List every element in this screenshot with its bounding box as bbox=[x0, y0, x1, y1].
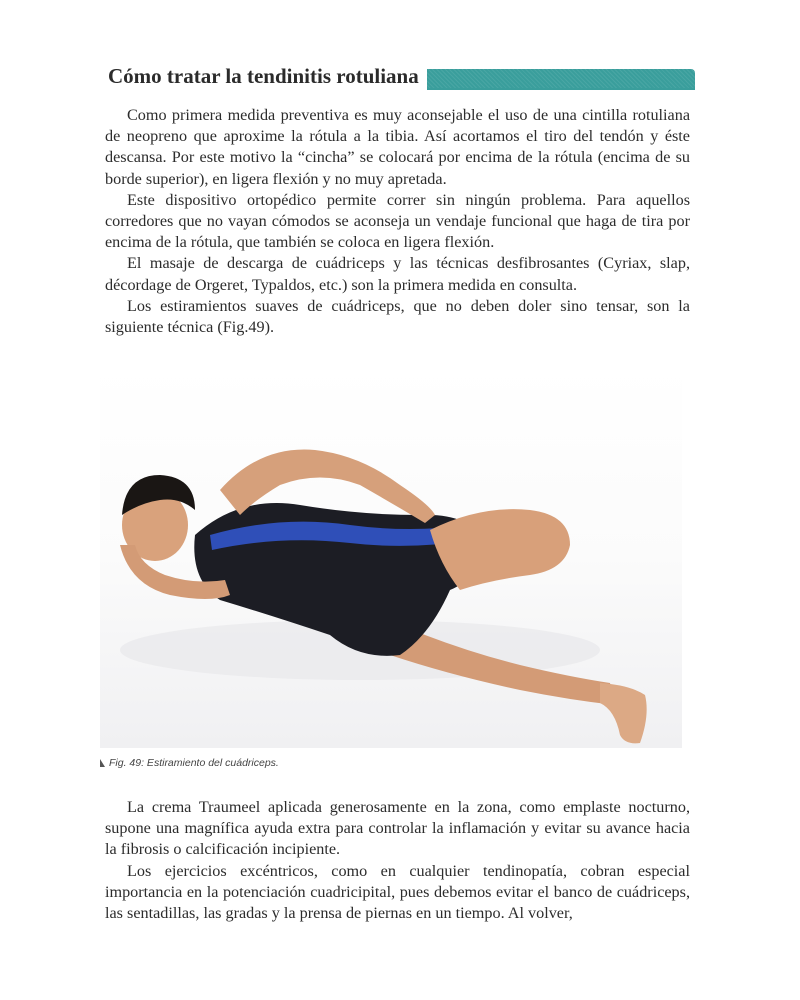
figure-caption bbox=[100, 757, 279, 769]
header-accent-bar bbox=[408, 69, 695, 88]
paragraph: Este dispositivo ortopédico permite correr sin ningún problema. Para aquellos corredores que no vayan cómodos se aconseja un vendaje funcional que haga de tira por encima de la rótula, que también se coloca en ligera flexión. bbox=[105, 190, 690, 252]
body-text-bottom bbox=[105, 797, 690, 924]
section-header bbox=[100, 62, 695, 92]
caption-marker-icon bbox=[100, 759, 105, 767]
section-title: Cómo tratar la tendinitis rotuliana bbox=[108, 62, 427, 90]
body-text-top bbox=[105, 105, 690, 338]
paragraph: El masaje de descarga de cuádriceps y las técnicas desfibrosantes (Cyriax, slap, décordage de Orgeret, Typaldos, etc.) son la primera medida en consulta. bbox=[105, 254, 690, 294]
paragraph: Los ejercicios excéntricos, como en cualquier tendinopatía, cobran especial importancia en la potenciación cuadricipital, pues debemos evitar el banco de cuádriceps, las sentadillas, las gradas y la prensa de piernas en un tiempo. Al volver, bbox=[105, 861, 690, 923]
paragraph: La crema Traumeel aplicada generosamente en la zona, como emplaste nocturno, supone una magnífica ayuda extra para controlar la inflamación y evitar su avance hacia la fibrosis o calcificación incipiente. bbox=[105, 798, 690, 859]
caption-text: Fig. 49: Estiramiento del cuádriceps. bbox=[109, 757, 279, 769]
paragraph: Los estiramientos suaves de cuádriceps, que no deben doler sino tensar, son la siguiente técnica (Fig.49). bbox=[105, 296, 690, 337]
figure-photo bbox=[100, 365, 682, 748]
stretching-man-illustration bbox=[100, 365, 682, 748]
paragraph: Como primera medida preventiva es muy aconsejable el uso de una cintilla rotuliana de neopreno que aproxime la rótula a la tibia. Así acortamos el tiro del tendón y éste descansa. Por este motivo la “cincha” se colocará por encima de la rótula (encima de su borde superior), en ligera flexión y no muy apretada. bbox=[105, 106, 690, 188]
